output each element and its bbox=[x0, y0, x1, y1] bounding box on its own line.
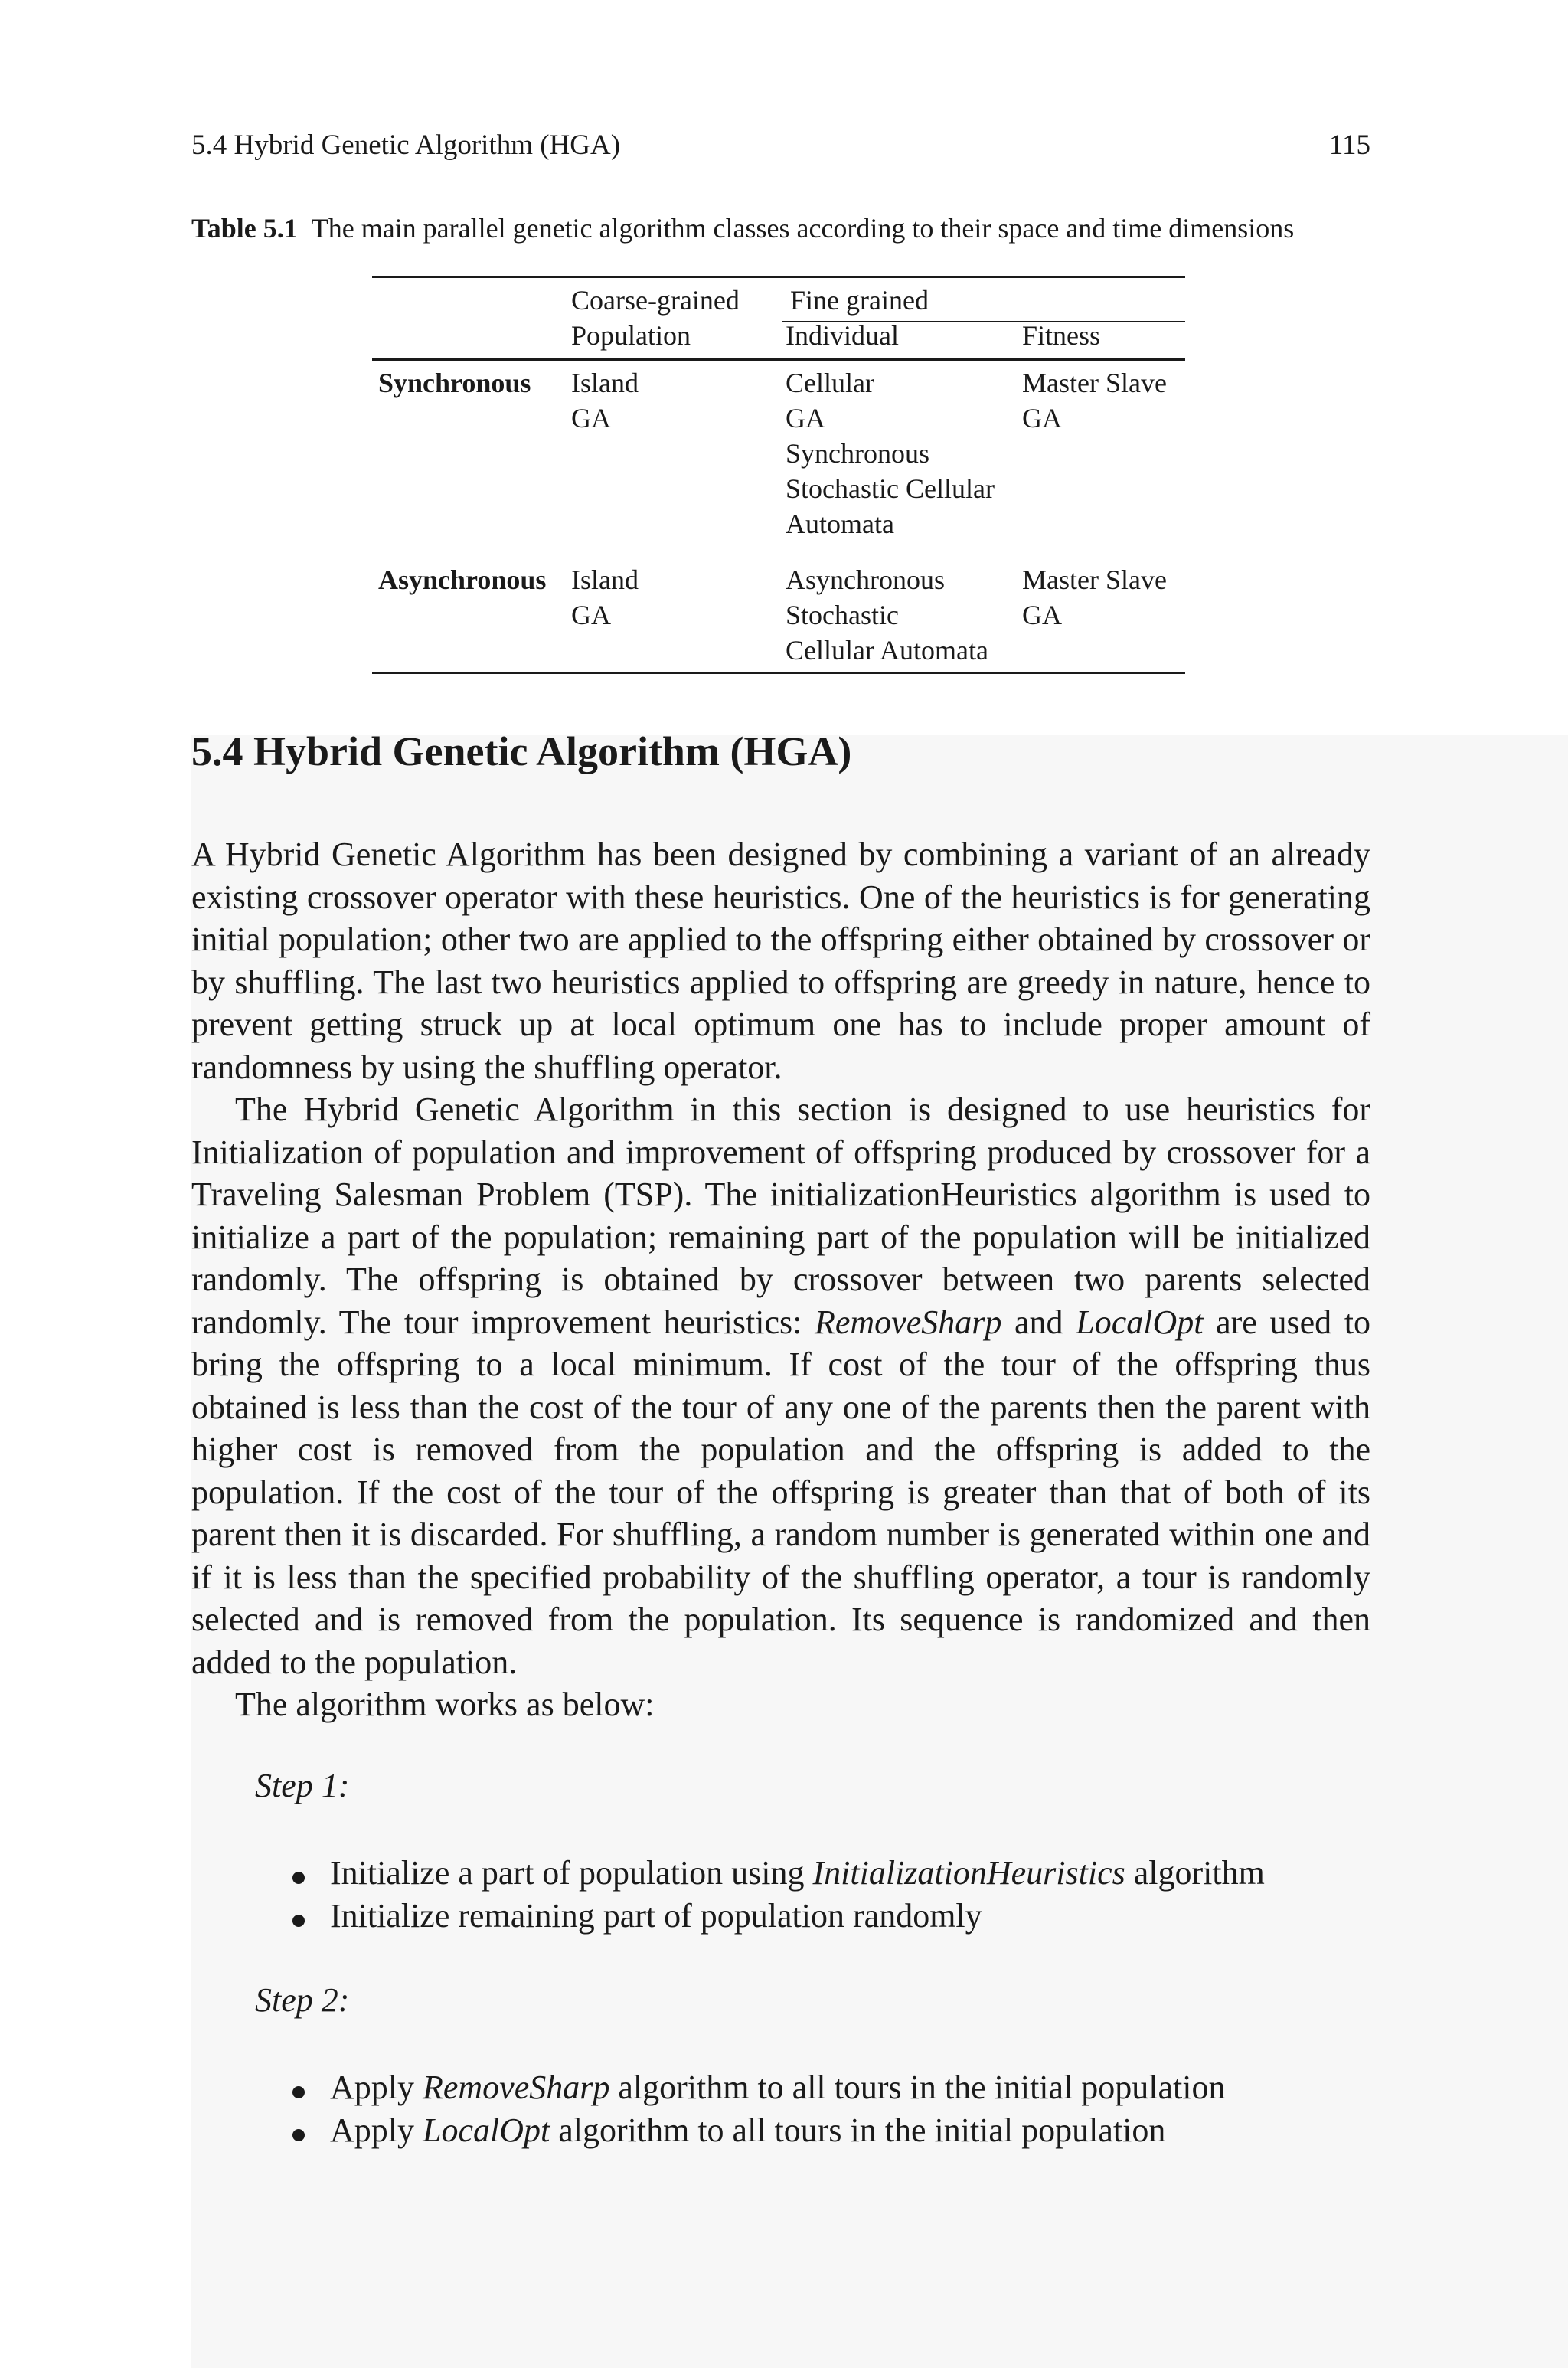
list-item-text: Initialize remaining part of population randomly bbox=[330, 1897, 982, 1935]
list-item-text: algorithm to all tours in the initial population bbox=[609, 2069, 1226, 2106]
table-bottom-rule bbox=[372, 672, 1185, 674]
header-individual: Individual bbox=[786, 320, 899, 351]
running-head-title: 5.4 Hybrid Genetic Algorithm (HGA) bbox=[191, 129, 621, 161]
table-cell: Automata bbox=[786, 509, 894, 539]
list-item bbox=[291, 2109, 1363, 2152]
table-cell: Cellular Automata bbox=[786, 635, 988, 666]
table-cell: GA bbox=[1022, 600, 1062, 630]
table-caption bbox=[191, 211, 1370, 246]
table-cell: GA bbox=[571, 403, 611, 433]
algorithm-name: RemoveSharp bbox=[815, 1303, 1002, 1341]
page-number: 115 bbox=[1328, 129, 1370, 161]
header-population: Population bbox=[571, 320, 691, 351]
section-title: 5.4 Hybrid Genetic Algorithm (HGA) bbox=[191, 728, 852, 774]
table-cell: Master Slave bbox=[1022, 368, 1167, 398]
list-item-text: Apply bbox=[330, 2111, 423, 2149]
list-item-text: algorithm to all tours in the initial population bbox=[550, 2111, 1166, 2149]
step-2-label: Step 2: bbox=[255, 1981, 350, 2019]
paragraph-text: and bbox=[1001, 1303, 1076, 1341]
table-cell: Stochastic bbox=[786, 600, 899, 630]
table-cell: Island bbox=[571, 564, 639, 595]
bullet-icon bbox=[292, 1915, 305, 1927]
algorithm-name: LocalOpt bbox=[1076, 1303, 1204, 1341]
paragraph: A Hybrid Genetic Algorithm has been designed by combining a variant of an already existing crossover operator with these heuristics. One of the heuristics is for generating initial population; other two are applied to the offspring either obtained by crossover or by shuffling. The last two heuristics applied to offspring are greedy in nature, hence to prevent getting struck up at local optimum one has to include proper amount of randomness by using the shuffling operator. bbox=[191, 836, 1370, 1086]
step-1-list bbox=[291, 1852, 1363, 1938]
ga-classes-table bbox=[372, 276, 1185, 675]
running-head bbox=[191, 129, 1370, 167]
table-cell: Island bbox=[571, 368, 639, 398]
table-cell: Synchronous bbox=[786, 438, 929, 469]
list-item bbox=[291, 2066, 1363, 2109]
row-label-asynchronous: Asynchronous bbox=[378, 564, 547, 595]
header-fine-grained: Fine grained bbox=[790, 285, 929, 316]
table-cell: Master Slave bbox=[1022, 564, 1167, 595]
list-item-text: Apply bbox=[330, 2069, 423, 2106]
row-label-synchronous: Synchronous bbox=[378, 368, 531, 398]
header-coarse-grained: Coarse-grained bbox=[571, 285, 740, 316]
list-item-text: algorithm bbox=[1125, 1854, 1265, 1892]
list-item bbox=[291, 1852, 1363, 1895]
table-cell: GA bbox=[1022, 403, 1062, 433]
bullet-icon bbox=[292, 1872, 305, 1884]
list-item bbox=[291, 1895, 1363, 1938]
bullet-icon bbox=[292, 2129, 305, 2141]
step-2-list bbox=[291, 2066, 1363, 2152]
paragraph-text: are used to bring the offspring to a local minimum. If cost of the tour of the offspring thus obtained is less than the cost of the tour of any one of the parents then the parent with higher cost is removed from the population and the offspring is added to the population. If the cost of the tour of the offspring is greater than that of both of its parent then it is discarded. For shuffling, a random number is generated within one and if it is less than the specified probability of the shuffling operator, a tour is randomly selected and is removed from the population. Its sequence is randomized and then added to the population. bbox=[191, 1303, 1371, 1681]
header-fitness: Fitness bbox=[1022, 320, 1101, 351]
list-item-text: Initialize a part of population using bbox=[330, 1854, 813, 1892]
table-cell: Cellular bbox=[786, 368, 874, 398]
algorithm-name: RemoveSharp bbox=[423, 2069, 610, 2106]
algorithm-name: LocalOpt bbox=[423, 2111, 550, 2149]
step-1-label: Step 1: bbox=[255, 1767, 350, 1804]
table-cell: Stochastic Cellular bbox=[786, 473, 995, 504]
paragraph bbox=[191, 1088, 1370, 1683]
table-cell: GA bbox=[571, 600, 611, 630]
table-cell: Asynchronous bbox=[786, 564, 945, 595]
table-caption-text: The main parallel genetic algorithm classes according to their space and time dimensions bbox=[311, 213, 1295, 244]
algorithm-name: InitializationHeuristics bbox=[812, 1854, 1125, 1892]
paragraph-text: The Hybrid Genetic Algorithm in this section is designed to use heuristics for Initialization of population and improvement of offspring produced by crossover for a Traveling Salesman Problem (TSP). The initializationHeuristics algorithm is used to initialize a part of the population; remaining part of the population will be initialized randomly. The offspring is obtained by crossover between two parents selected randomly. The tour improvement heuristics: bbox=[191, 1091, 1370, 1341]
table-header-rule bbox=[372, 358, 1185, 361]
table-cell: GA bbox=[786, 403, 825, 433]
bullet-icon bbox=[292, 2086, 305, 2098]
section-body bbox=[191, 833, 1370, 1726]
table-top-rule bbox=[372, 276, 1185, 278]
paragraph: The algorithm works as below: bbox=[235, 1686, 655, 1723]
table-caption-label: Table 5.1 bbox=[191, 213, 298, 244]
